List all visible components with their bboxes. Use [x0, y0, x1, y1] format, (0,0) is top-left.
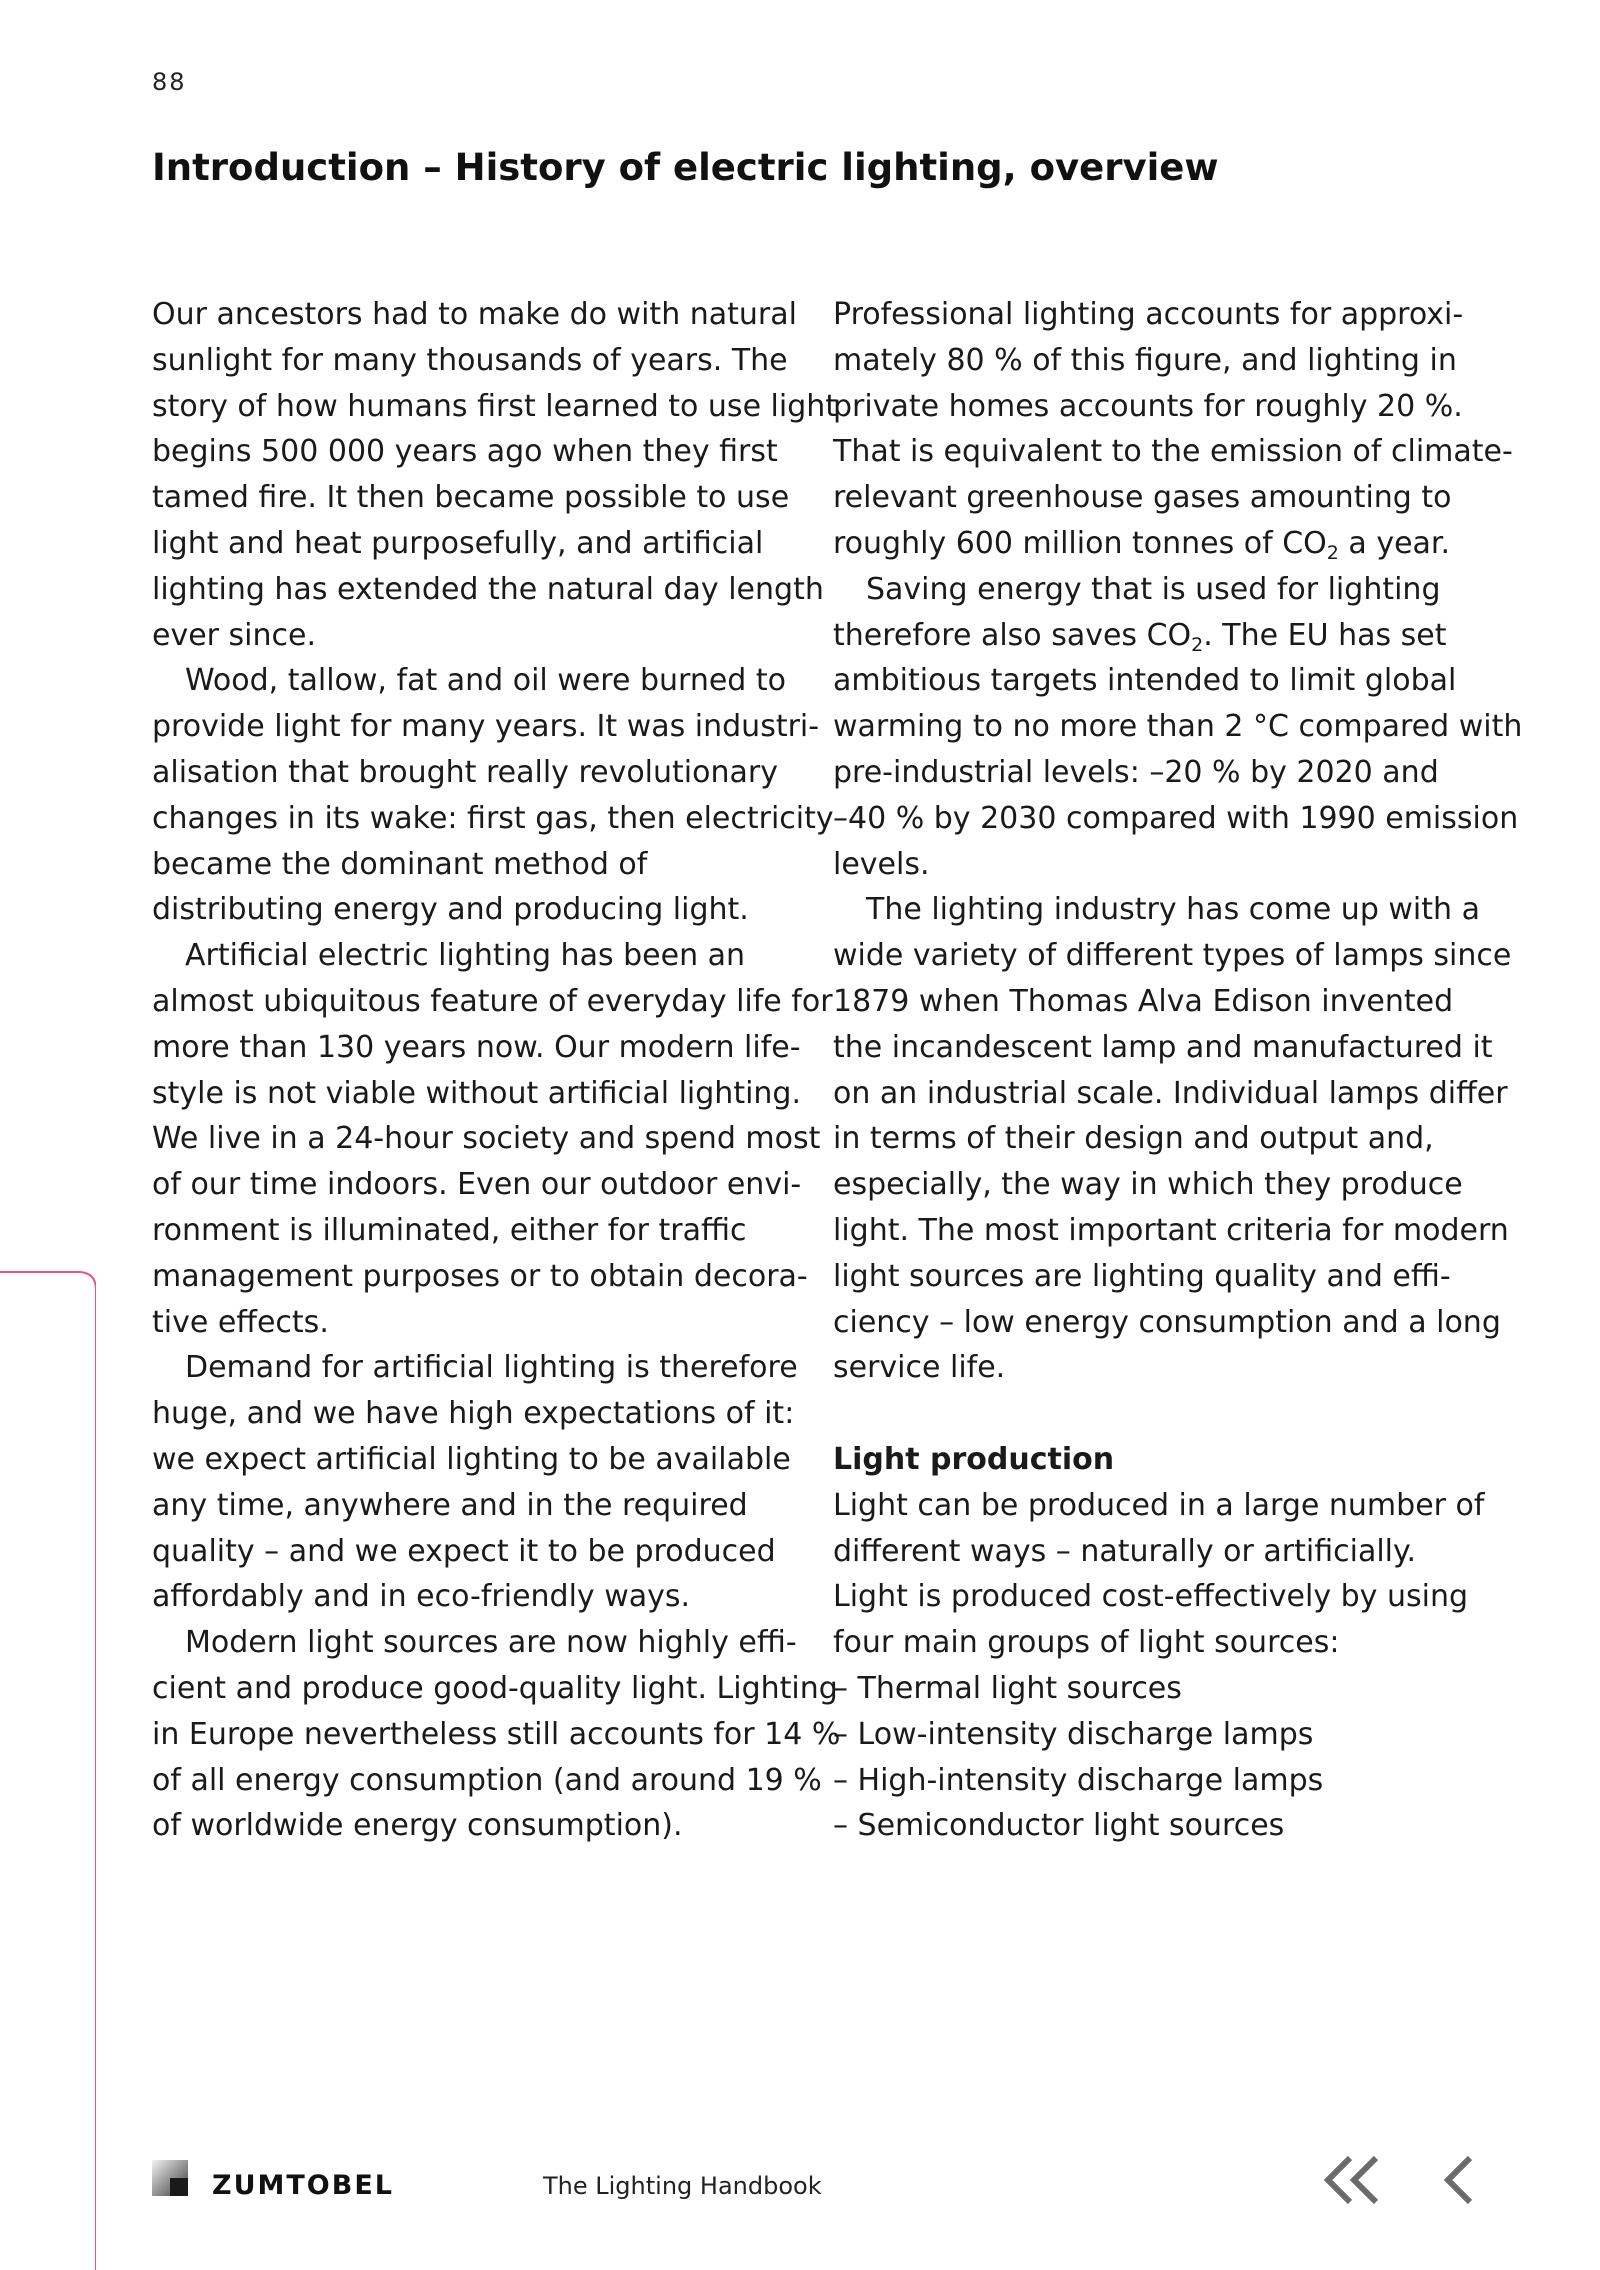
text-line: more than 130 years now. Our modern life- [152, 1029, 801, 1065]
text-line: of worldwide energy consumption). [152, 1808, 683, 1844]
text-line: Our ancestors had to make do with natural [152, 297, 797, 332]
text-line: relevant greenhouse gases amounting to [833, 480, 1452, 516]
text-line: management purposes or to obtain decora- [152, 1258, 808, 1294]
subscript-2: 2 [1326, 541, 1339, 564]
text-line: the incandescent lamp and manufactured it [833, 1029, 1493, 1065]
list-item: – Low-intensity discharge lamps [833, 1716, 1314, 1752]
left-text-column [152, 292, 841, 1849]
text-line: of all energy consumption (and around 19 % [152, 1762, 822, 1798]
text-line: We live in a 24-hour society and spend most [152, 1121, 821, 1157]
text-line: Light is produced cost-effectively by using [833, 1579, 1469, 1615]
previous-page-button[interactable] [1440, 2152, 1480, 2208]
brand-name: ZUMTOBEL [212, 2170, 394, 2201]
first-page-button[interactable] [1318, 2152, 1384, 2208]
text-line: especially, the way in which they produce [833, 1167, 1463, 1203]
text-line: That is equivalent to the emission of climate- [833, 434, 1513, 470]
text-line: story of how humans first learned to use light [152, 388, 838, 424]
text-line: ambitious targets intended to limit global [833, 663, 1457, 699]
text-line: light sources are lighting quality and effi- [833, 1258, 1451, 1294]
text-line: provide light for many years. It was industri- [152, 709, 820, 745]
chevron-left-icon [1448, 2158, 1470, 2202]
double-chevron-left-icon [1328, 2158, 1376, 2202]
text-line: pre-industrial levels: –20 % by 2020 and [833, 754, 1439, 790]
page-number: 88 [152, 68, 187, 96]
text-line: changes in its wake: first gas, then electricity [152, 800, 834, 836]
text-line-co2 [833, 613, 1493, 659]
text-line: huge, and we have high expectations of it: [152, 1396, 795, 1432]
text-line: almost ubiquitous feature of everyday life for [152, 983, 833, 1019]
text-fragment: therefore also saves CO [833, 617, 1192, 653]
text-line: –40 % by 2030 compared with 1990 emission [833, 800, 1519, 836]
text-line: of our time indoors. Even our outdoor envi- [152, 1167, 802, 1203]
text-line: different ways – naturally or artificially. [833, 1533, 1417, 1569]
subscript-2: 2 [1191, 633, 1204, 656]
text-line: Saving energy that is used for lighting [866, 571, 1441, 607]
text-line: service life. [833, 1350, 1006, 1386]
right-text-column [833, 292, 1523, 1849]
text-line: The lighting industry has come up with a [866, 892, 1480, 928]
text-line: on an industrial scale. Individual lamps differ [833, 1075, 1508, 1111]
page-title: Introduction – History of electric lighting, overview [152, 146, 1219, 189]
text-line: ronment is illuminated, either for traffic [152, 1212, 747, 1248]
text-line: affordably and in eco-friendly ways. [152, 1579, 691, 1615]
text-line: ciency – low energy consumption and a long [833, 1304, 1501, 1340]
text-line: sunlight for many thousands of years. The [152, 342, 788, 378]
text-line: Professional lighting accounts for approxi- [833, 297, 1464, 332]
text-line: Artificial electric lighting has been an [185, 938, 746, 974]
margin-accent-line [0, 1270, 96, 2270]
text-line: Wood, tallow, fat and oil were burned to [185, 663, 786, 699]
text-line: warming to no more than 2 °C compared with [833, 709, 1523, 745]
text-fragment: . The EU has set [1203, 617, 1447, 653]
text-line: we expect artificial lighting to be available [152, 1441, 791, 1477]
text-line: levels. [833, 846, 930, 882]
text-line: mately 80 % of this figure, and lighting in [833, 342, 1457, 378]
text-line: wide variety of different types of lamps since [833, 938, 1512, 974]
text-line-co2 [833, 521, 1493, 567]
text-line: Light can be produced in a large number of [833, 1487, 1485, 1523]
text-line: became the dominant method of [152, 846, 648, 882]
handbook-title: The Lighting Handbook [543, 2172, 822, 2200]
text-fragment: a year. [1338, 525, 1451, 561]
text-line: light and heat purposefully, and artificial [152, 525, 764, 561]
text-line: Modern light sources are now highly effi- [185, 1625, 797, 1661]
text-line: 1879 when Thomas Alva Edison invented [833, 983, 1454, 1019]
text-line: tamed fire. It then became possible to use [152, 480, 790, 516]
zumtobel-logo-icon [152, 2160, 188, 2196]
text-line: in Europe nevertheless still accounts for 14 % [152, 1716, 841, 1752]
list-item: – High-intensity discharge lamps [833, 1762, 1324, 1798]
text-line: tive effects. [152, 1304, 329, 1340]
text-line: four main groups of light sources: [833, 1625, 1340, 1661]
text-line: distributing energy and producing light. [152, 892, 749, 928]
text-line: any time, anywhere and in the required [152, 1487, 748, 1523]
text-fragment: roughly 600 million tonnes of CO [833, 525, 1327, 561]
text-line: Demand for artificial lighting is therefore [185, 1350, 798, 1386]
list-item: – Thermal light sources [833, 1670, 1182, 1706]
text-line: quality – and we expect it to be produced [152, 1533, 776, 1569]
text-line: style is not viable without artificial lighting. [152, 1075, 802, 1111]
text-line: private homes accounts for roughly 20 %. [833, 388, 1463, 424]
text-line: ever since. [152, 617, 317, 653]
text-line: begins 500 000 years ago when they first [152, 434, 778, 470]
text-line: alisation that brought really revolutionary [152, 754, 778, 790]
text-line: in terms of their design and output and, [833, 1121, 1434, 1157]
text-line: lighting has extended the natural day length [152, 571, 824, 607]
section-heading-light-production: Light production [833, 1441, 1115, 1477]
text-line: cient and produce good-quality light. Lighting [152, 1670, 838, 1706]
list-item: – Semiconductor light sources [833, 1808, 1285, 1844]
paragraph-gap [833, 1391, 1493, 1437]
text-line: light. The most important criteria for modern [833, 1212, 1509, 1248]
